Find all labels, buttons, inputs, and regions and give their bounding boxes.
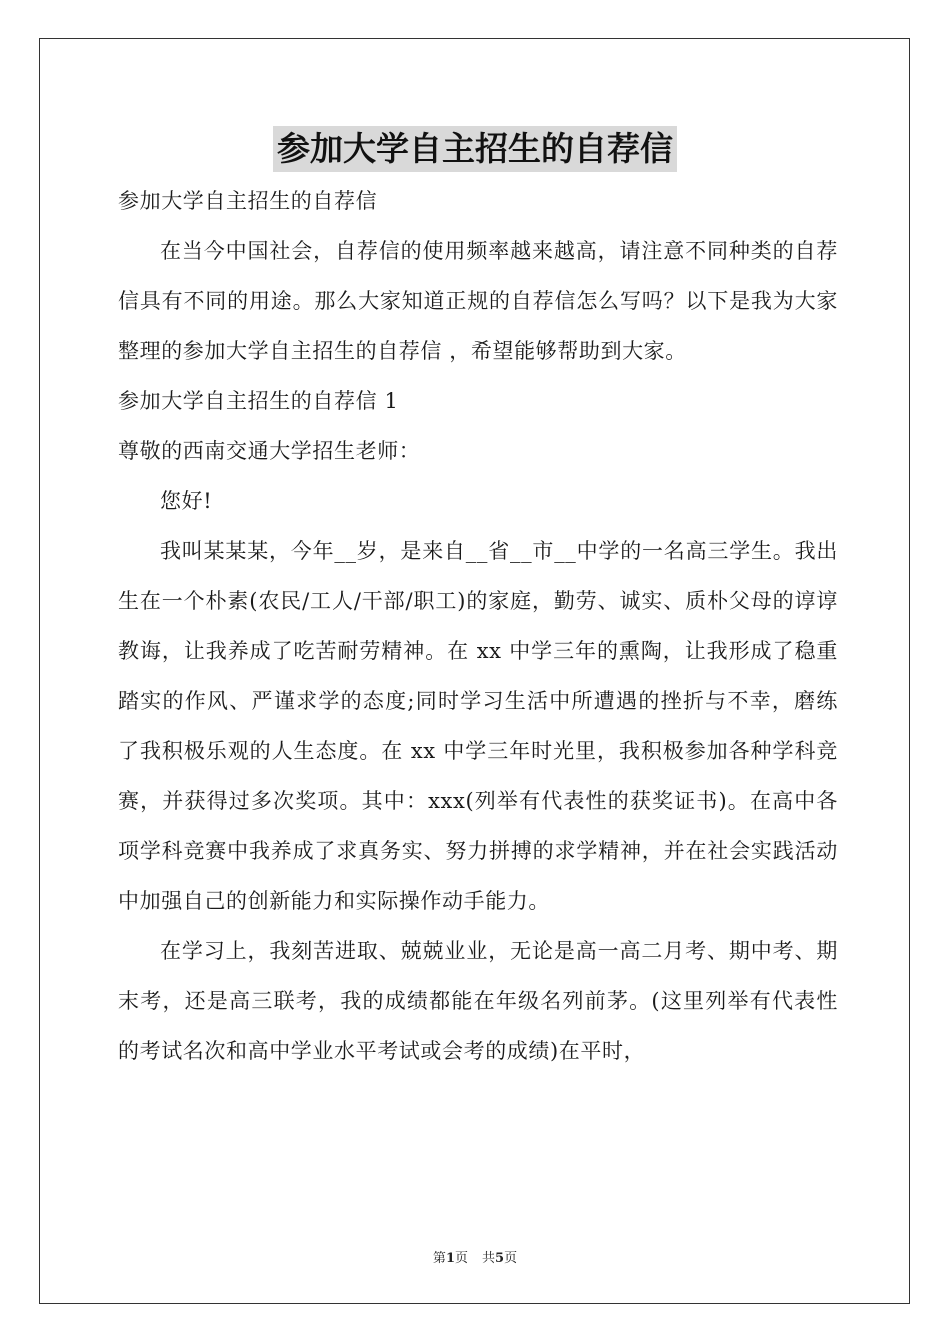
paragraph: 参加大学自主招生的自荐信 1 bbox=[118, 389, 399, 413]
title-container bbox=[0, 126, 950, 172]
page-prefix: 第 bbox=[432, 1251, 446, 1266]
document-title: 参加大学自主招生的自荐信 bbox=[273, 126, 677, 172]
paragraph: 参加大学自主招生的自荐信 bbox=[118, 189, 378, 213]
total-prefix: 共 bbox=[482, 1251, 496, 1266]
page-footer bbox=[0, 1247, 950, 1266]
total-unit: 页 bbox=[504, 1251, 518, 1266]
paragraph: 在学习上，我刻苦进取、兢兢业业，无论是高一高二月考、期中考、期末考，还是高三联考，我的成绩都能在年级名列前茅。(这里列举有代表性的考试名次和高中学业水平考试或会考的成绩)在平时， bbox=[118, 939, 838, 1063]
paragraph: 在当今中国社会，自荐信的使用频率越来越高，请注意不同种类的自荐信具有不同的用途。那么大家知道正规的自荐信怎么写吗？以下是我为大家整理的参加大学自主招生的自荐信 ，希望能够帮助到大家。 bbox=[118, 239, 838, 363]
page-total: 5 bbox=[495, 1251, 505, 1266]
document-body bbox=[118, 176, 838, 1076]
paragraph: 尊敬的西南交通大学招生老师： bbox=[118, 439, 421, 463]
page-unit: 页 bbox=[454, 1251, 468, 1266]
paragraph: 我叫某某某，今年__岁，是来自__省__市__中学的一名高三学生。我出生在一个朴素(农民/工人/干部/职工)的家庭，勤劳、诚实、质朴父母的谆谆教诲，让我养成了吃苦耐劳精神。在 xx 中学三年的熏陶，让我形成了稳重踏实的作风、严谨求学的态度;同时学习生活中所遭遇的挫折与不幸，磨练了我积极乐观的人生态度。在 xx 中学三年时光里，我积极参加各种学科竞赛，并获得过多次奖项。其中：xxx(列举有代表性的获奖证书)。在高中各项学科竞赛中我养成了求真务实、努力拼搏的求学精神，并在社会实践活动中加强自己的创新能力和实际操作动手能力。 bbox=[118, 539, 838, 913]
paragraph: 您好! bbox=[160, 489, 213, 513]
page-current: 1 bbox=[445, 1251, 455, 1266]
